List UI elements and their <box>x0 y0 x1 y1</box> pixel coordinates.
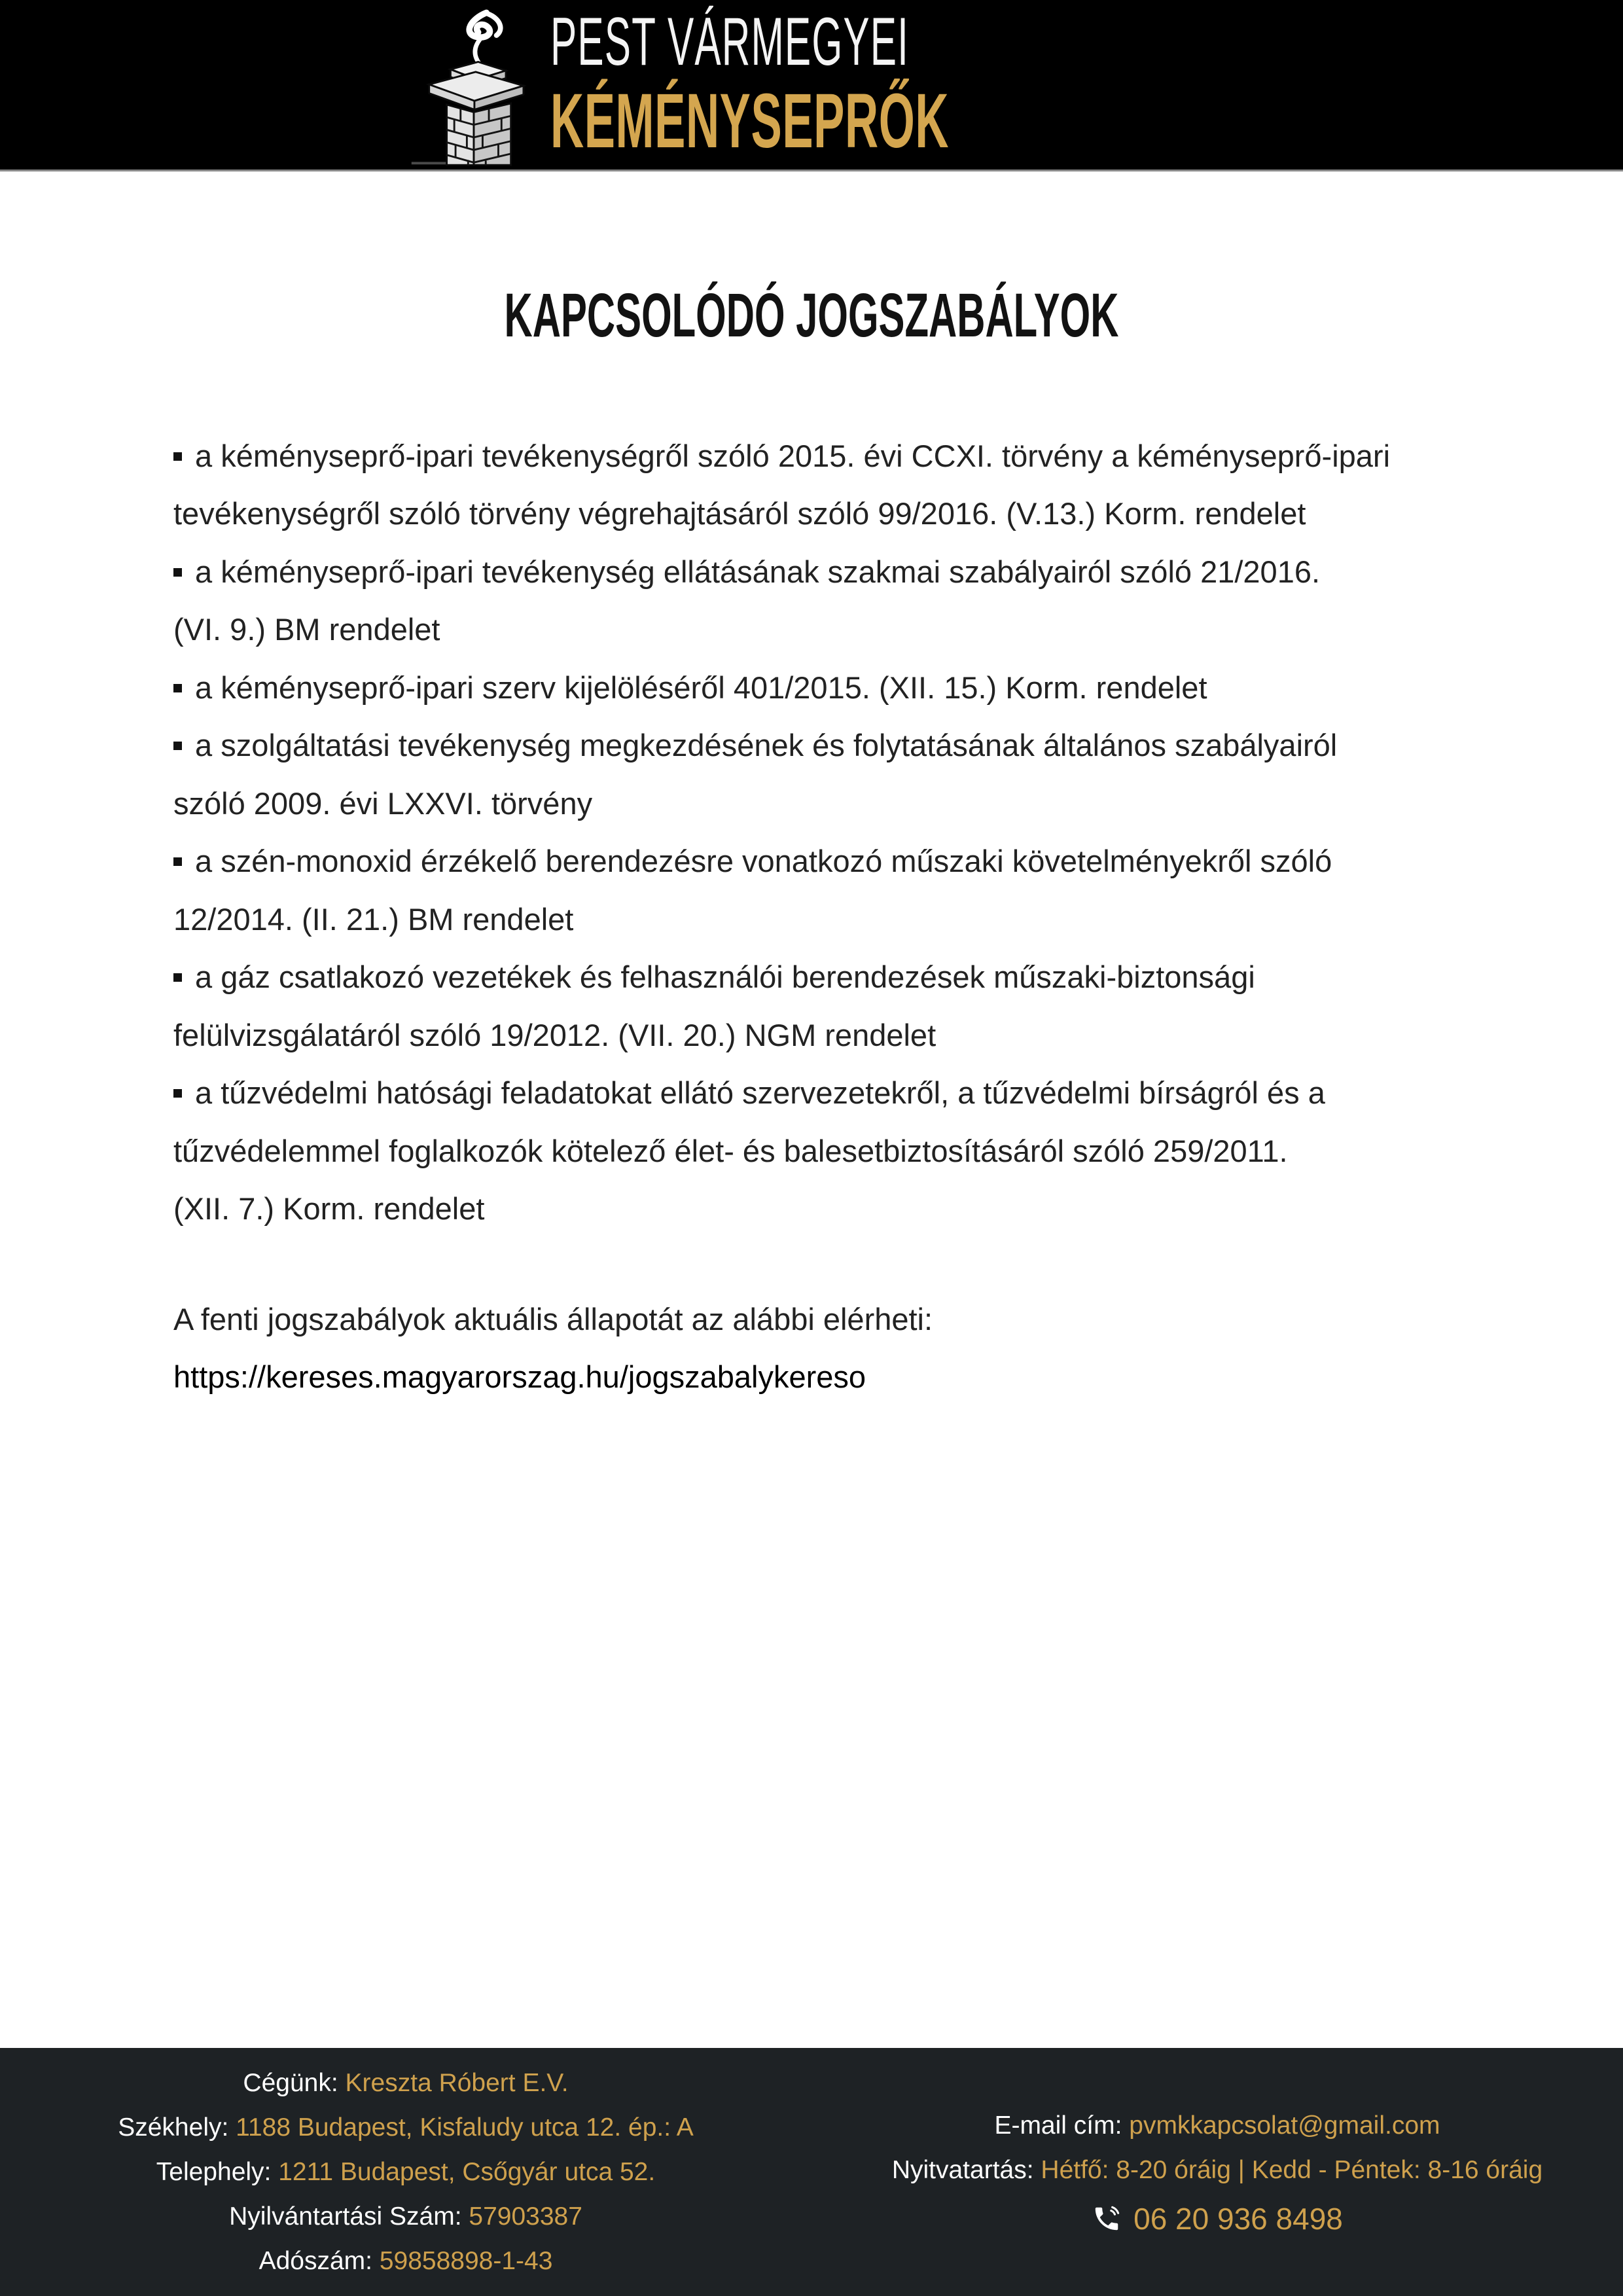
legal-text-line <box>173 1064 1623 1122</box>
footer-row-label: Nyilvántartási Szám: <box>229 2202 469 2231</box>
legal-text: felülvizsgálatáról szóló 19/2012. (VII. 20.) NGM rendelet <box>173 1017 936 1052</box>
legal-text: (VI. 9.) BM rendelet <box>173 612 440 647</box>
legal-text-line <box>173 775 1623 833</box>
legal-text: tevékenységről szóló törvény végrehajtásáról szóló 99/2016. (V.13.) Korm. rendelet <box>173 496 1306 531</box>
footer-row <box>243 2068 568 2099</box>
footer-row-value: 59858898-1-43 <box>379 2246 553 2275</box>
footer-row-label: Cégünk: <box>243 2068 346 2097</box>
footer-row-value: Kreszta Róbert E.V. <box>345 2068 569 2097</box>
legal-text-line <box>173 1007 1623 1065</box>
square-bullet-icon <box>173 742 182 750</box>
legal-text-line <box>173 948 1623 1007</box>
site-header <box>0 0 1623 171</box>
legal-text-line <box>173 891 1623 949</box>
footer-row <box>229 2201 582 2233</box>
footer-contact-column <box>812 2104 1623 2241</box>
footer-row <box>892 2155 1543 2186</box>
footer-company-column <box>0 2061 812 2284</box>
legal-text: a szolgáltatási tevékenység megkezdésének és folytatásának általános szabályairól <box>195 728 1338 762</box>
legal-text-line <box>173 485 1623 543</box>
legal-text-line <box>173 1122 1623 1181</box>
note-text: A fenti jogszabályok aktuális állapotát az alábbi elérheti: <box>173 1301 933 1336</box>
jogszabalykereso-link[interactable]: https://kereses.magyarorszag.hu/jogszabalykereso <box>173 1359 866 1394</box>
square-bullet-icon <box>173 568 182 577</box>
square-bullet-icon <box>173 684 182 692</box>
legal-text: szóló 2009. évi LXXVI. törvény <box>173 785 593 821</box>
phone-row[interactable] <box>1092 2203 1343 2234</box>
legal-text: a gáz csatlakozó vezetékek és felhasználói berendezések műszaki-biztonsági <box>195 960 1255 994</box>
footer-row-label: Telephely: <box>156 2157 279 2186</box>
square-bullet-icon <box>173 452 182 461</box>
legal-text: a tűzvédelmi hatósági feladatokat ellátó szervezetekről, a tűzvédelmi bírságról és a <box>195 1075 1325 1110</box>
legal-text-line <box>173 601 1623 659</box>
footer-row-value: 1211 Budapest, Csőgyár utca 52. <box>278 2157 656 2186</box>
legal-text: tűzvédelemmel foglalkozók kötelező élet- és balesetbiztosításáról szóló 259/2011. <box>173 1133 1288 1168</box>
brand-text <box>550 3 1215 166</box>
legal-text: 12/2014. (II. 21.) BM rendelet <box>173 901 574 937</box>
chimney-logo-icon <box>408 4 539 168</box>
legal-text-line <box>173 833 1623 891</box>
footer-row-label: Nyitvatartás: <box>891 2155 1041 2184</box>
brand-name-top: PEST VÁRMEGYEI <box>550 3 910 80</box>
legal-text-line <box>173 659 1623 717</box>
footer-row-label: E-mail cím: <box>994 2111 1130 2140</box>
legal-text: a kéményseprő-ipari szerv kijelöléséről 401/2015. (XII. 15.) Korm. rendelet <box>195 670 1207 705</box>
note-block <box>173 1291 1623 1407</box>
footer-row <box>259 2246 553 2277</box>
footer-row-value: 57903387 <box>469 2202 582 2231</box>
footer-row <box>118 2112 694 2144</box>
footer-row-label: Székhely: <box>118 2113 236 2142</box>
site-footer <box>0 2048 1623 2296</box>
main-content <box>0 171 1623 2048</box>
phone-icon <box>1092 2204 1122 2234</box>
footer-row <box>994 2110 1440 2142</box>
page-title: KAPCSOLÓDÓ JOGSZABÁLYOK <box>504 281 1119 350</box>
footer-row-value[interactable]: pvmkkapcsolat@gmail.com <box>1129 2111 1440 2140</box>
legal-regulations-list <box>173 427 1623 1238</box>
legal-text: a kéményseprő-ipari tevékenységről szóló 2015. évi CCXI. törvény a kéményseprő-ipari <box>195 438 1391 473</box>
legal-text-line <box>173 1180 1623 1238</box>
legal-text: a kéményseprő-ipari tevékenység ellátásának szakmai szabályairól szóló 21/2016. <box>195 554 1321 589</box>
phone-number: 06 20 936 8498 <box>1133 2201 1343 2236</box>
brand-logo-link[interactable] <box>408 4 1215 166</box>
footer-row-value: Hétfő: 8-20 óráig | Kedd - Péntek: 8-16 óráig <box>1041 2155 1543 2184</box>
legal-text: (XII. 7.) Korm. rendelet <box>173 1191 485 1226</box>
legal-text-line <box>173 543 1623 601</box>
footer-row-value: 1188 Budapest, Kisfaludy utca 12. ép.: A <box>236 2113 694 2142</box>
footer-row <box>156 2157 655 2188</box>
legal-text-line <box>173 427 1623 486</box>
brand-name-bottom: KÉMÉNYSEPRŐK <box>550 77 950 164</box>
footer-row-label: Adószám: <box>259 2246 380 2275</box>
square-bullet-icon <box>173 857 182 866</box>
legal-text: a szén-monoxid érzékelő berendezésre vonatkozó műszaki követelményekről szóló <box>195 844 1332 878</box>
legal-text-line <box>173 717 1623 775</box>
square-bullet-icon <box>173 973 182 982</box>
square-bullet-icon <box>173 1089 182 1098</box>
